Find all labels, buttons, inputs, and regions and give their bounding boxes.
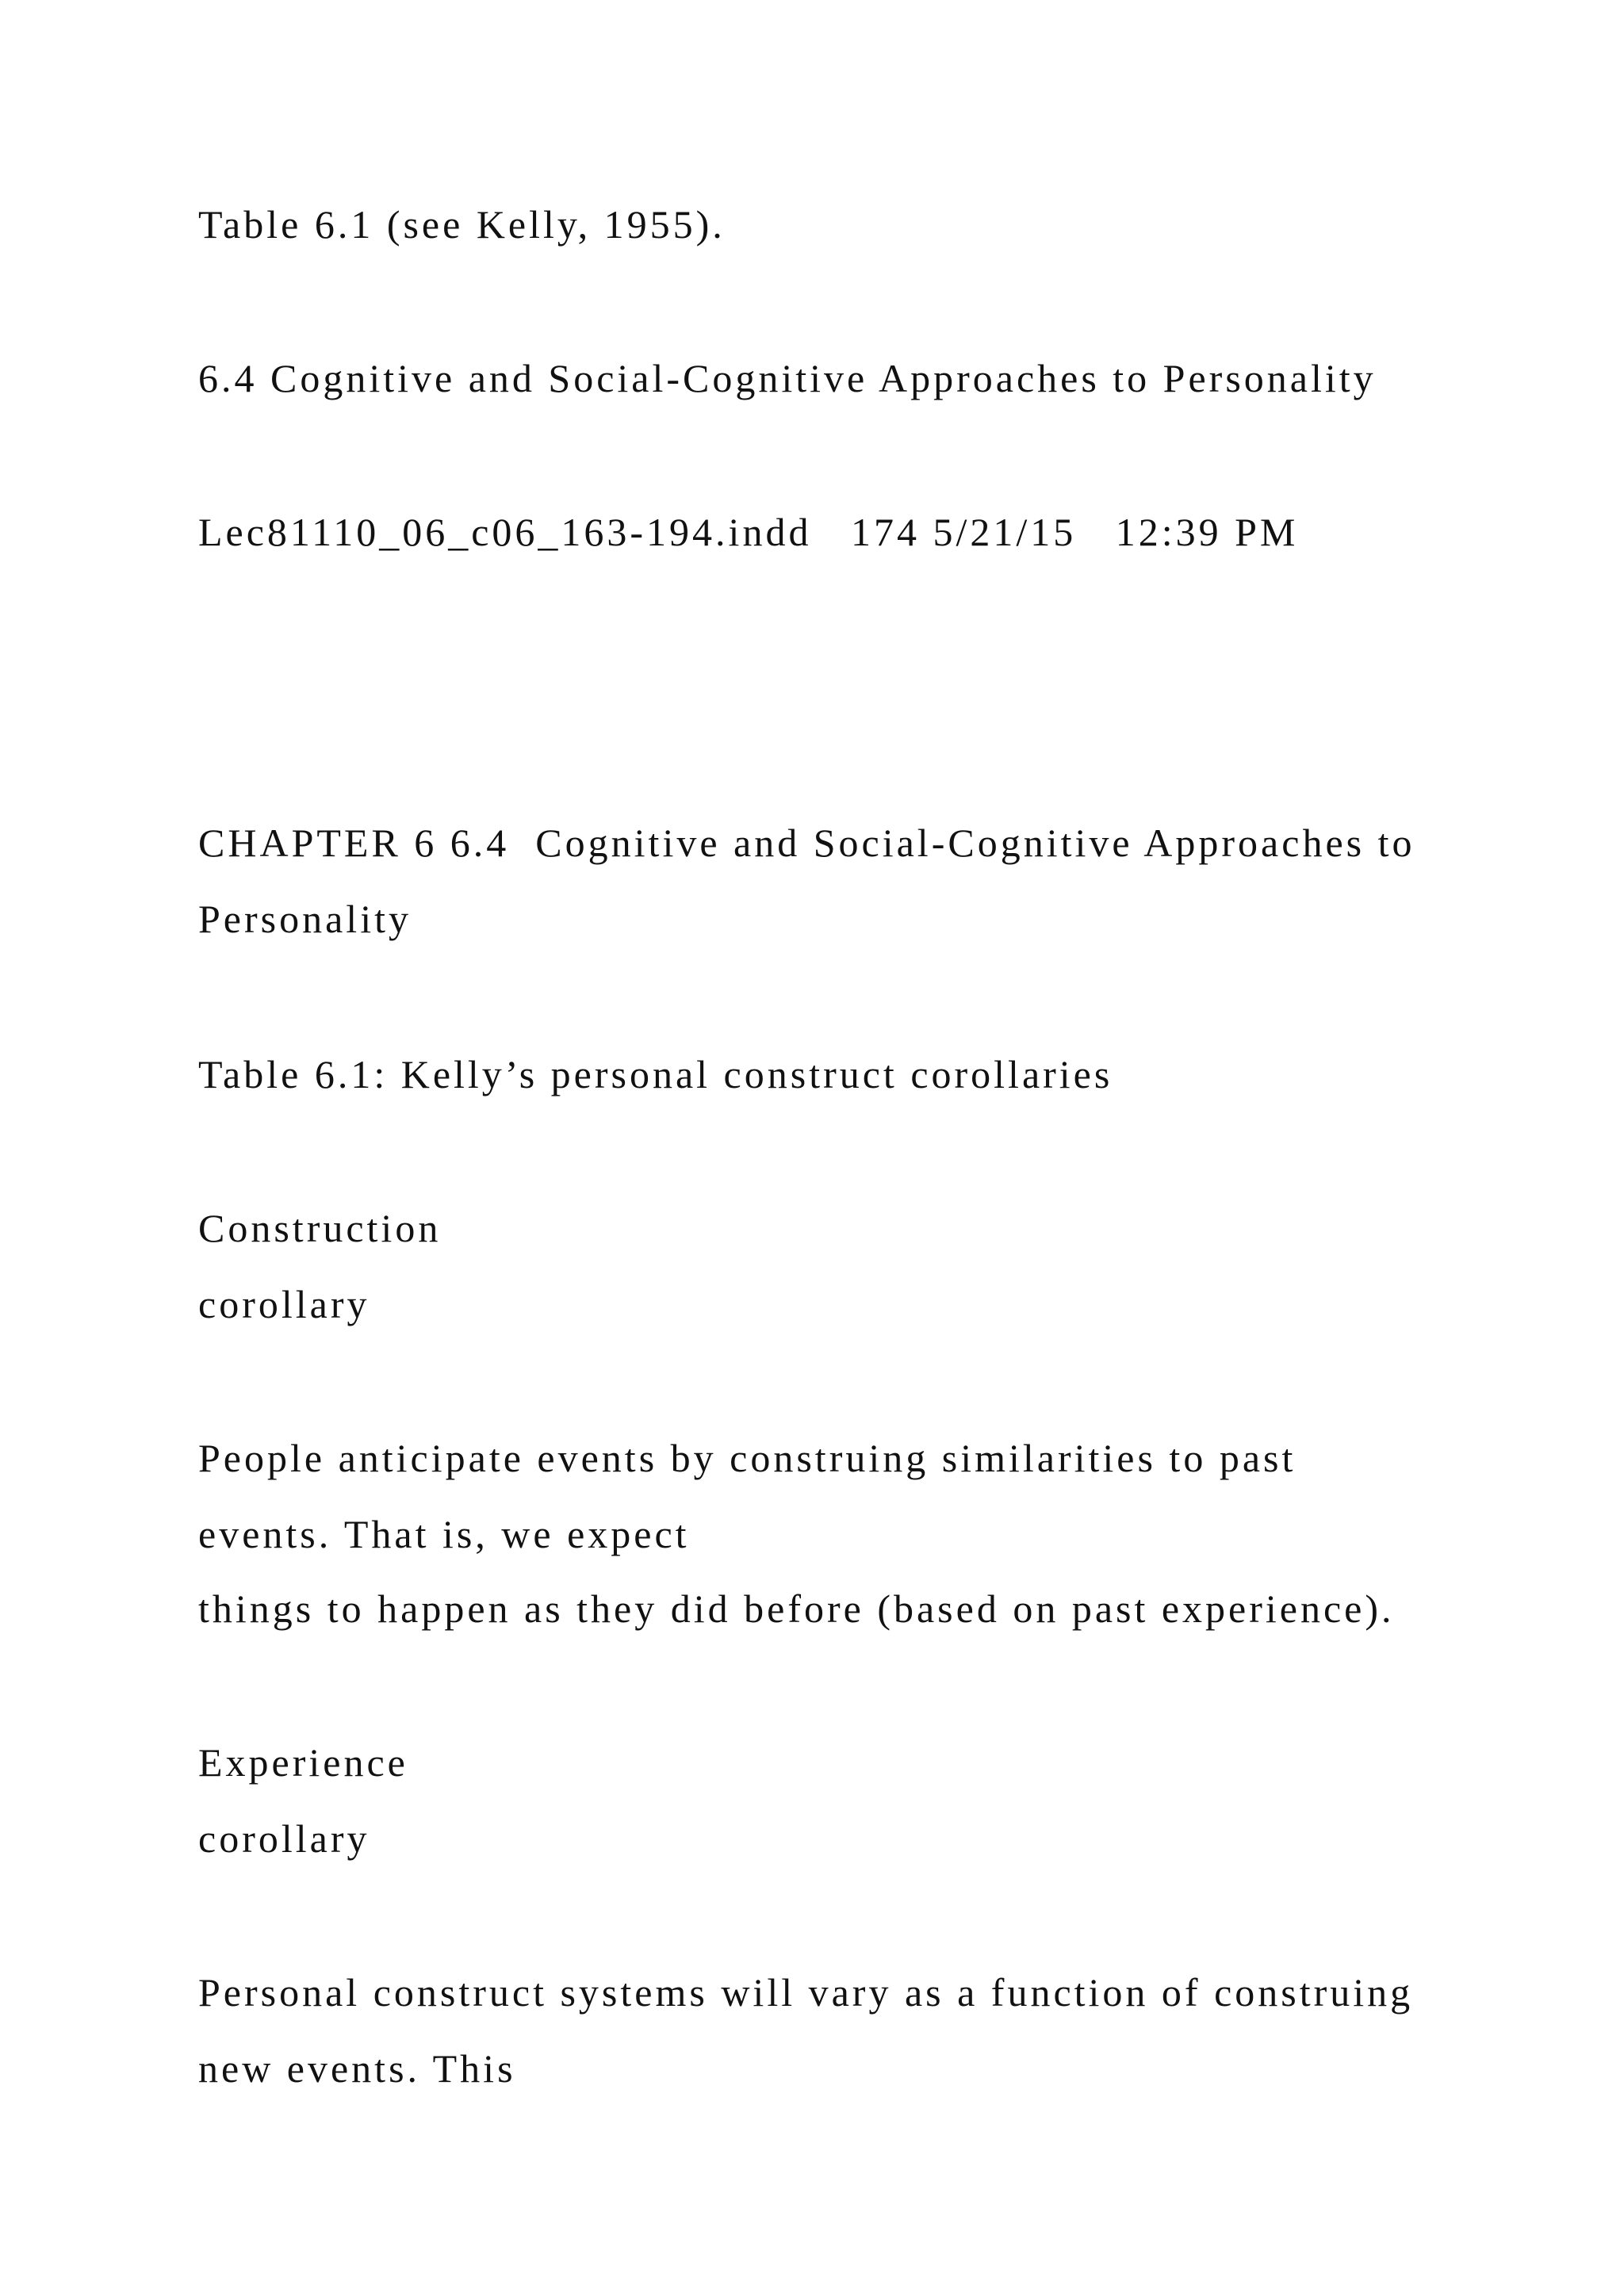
corollary-term: Construction xyxy=(198,1206,442,1250)
corollary-term: corollary xyxy=(198,1816,370,1861)
corollary-description: things to happen as they did before (based on past experience). xyxy=(198,1586,1395,1631)
chapter-header-line: Personality xyxy=(198,897,412,941)
corollary-description: new events. This xyxy=(198,2046,516,2091)
corollary-term: corollary xyxy=(198,1282,370,1326)
chapter-header-line: CHAPTER 6 6.4 Cognitive and Social-Cognitive Approaches to xyxy=(198,821,1415,865)
corollary-description: People anticipate events by construing similarities to past xyxy=(198,1436,1297,1480)
corollary-term: Experience xyxy=(198,1740,408,1785)
corollary-description: events. That is, we expect xyxy=(198,1512,690,1556)
corollary-description: Personal construct systems will vary as a function of construing xyxy=(198,1970,1414,2015)
file-slug-line: Lec81110_06_c06_163-194.indd 174 5/21/15 12:39 PM xyxy=(198,510,1299,554)
section-heading: 6.4 Cognitive and Social-Cognitive Approaches to Personality xyxy=(198,356,1377,400)
table-caption: Table 6.1: Kelly’s personal construct corollaries xyxy=(198,1052,1113,1096)
table-reference-line: Table 6.1 (see Kelly, 1955). xyxy=(198,202,726,247)
